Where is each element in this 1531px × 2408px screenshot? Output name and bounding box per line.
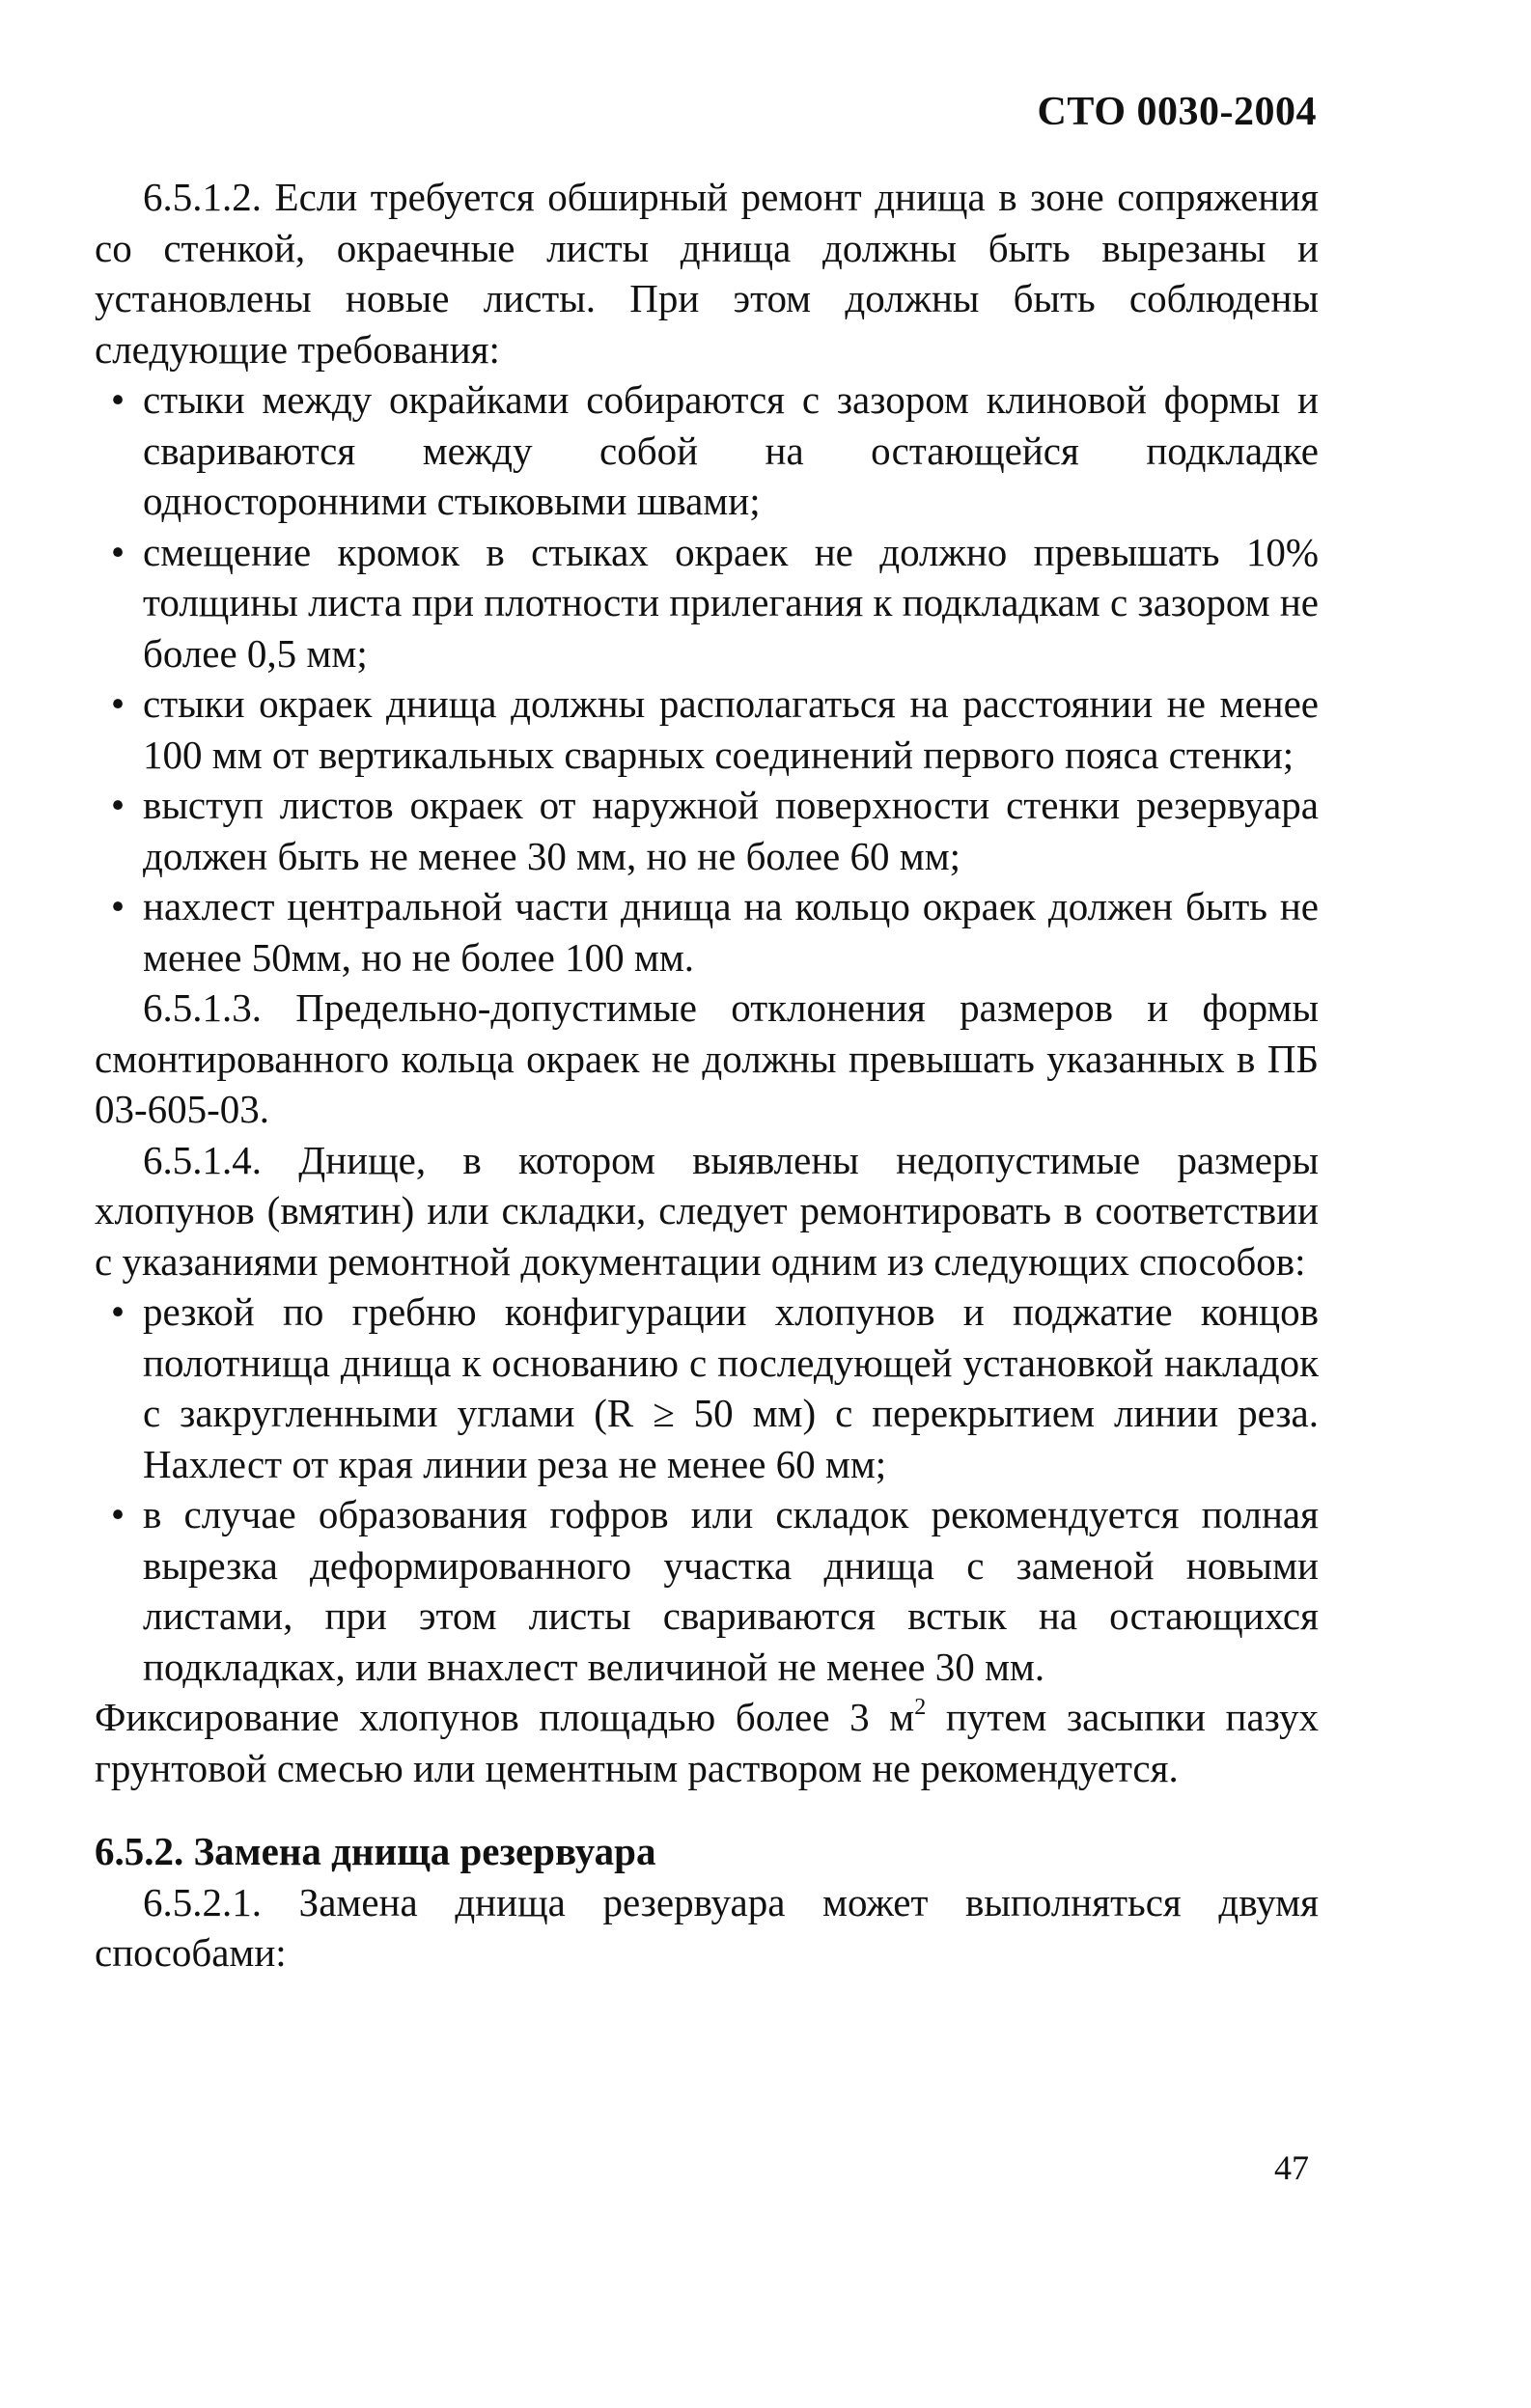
list-item-text: смещение кромок в стыках окраек не должно превышать 10% толщины листа при плотности прилегания к подкладкам с зазором не более 0,5 мм;	[143, 529, 1319, 676]
list-item	[95, 527, 1319, 679]
document-body	[95, 172, 1319, 1979]
list-item	[95, 374, 1319, 527]
paragraph-6-5-1-2: 6.5.1.2. Если требуется обширный ремонт днища в зоне сопряжения со стенкой, окраечные листы днища должны быть вырезаны и установлены новые листы. При этом должны быть соблюдены следующие требования:	[95, 175, 1319, 372]
page-number: 47	[1274, 2148, 1309, 2187]
bullet-icon: •	[110, 377, 125, 422]
requirements-list	[95, 374, 1319, 983]
section-heading: 6.5.2. Замена днища резервуара	[95, 1829, 656, 1873]
list-item	[95, 678, 1319, 780]
fixation-note-text-end: путем засыпки пазух грунтовой смесью или цементным раствором не рекомендуется.	[95, 1695, 1319, 1790]
bullet-icon: •	[110, 884, 125, 928]
fixation-note-text: Фиксирование хлопунов площадью более 3 м	[95, 1695, 915, 1739]
bullet-icon: •	[110, 681, 125, 726]
list-item-text: резкой по гребню конфигурации хлопунов и поджатие концов полотнища днища к основанию с последующей установкой накладок с закругленными углами (R ≥ 50 мм) с перекрытием линии реза. Нахлест от края линии реза не менее 60 мм;	[143, 1289, 1319, 1486]
document-code: СТО 0030-2004	[1037, 90, 1317, 134]
superscript-exponent: 2	[914, 1695, 927, 1720]
list-item	[95, 881, 1319, 983]
bullet-icon: •	[110, 1492, 125, 1536]
bullet-icon: •	[110, 529, 125, 574]
bullet-icon: •	[110, 783, 125, 827]
paragraph-6-5-1-4: 6.5.1.4. Днище, в котором выявлены недопустимые размеры хлопунов (вмятин) или складки, следует ремонтировать в соответствии с указаниями ремонтной документации одним из следующих способов:	[95, 1137, 1319, 1284]
fixation-note	[95, 1692, 1319, 1793]
list-item-text: нахлест центральной части днища на кольцо окраек должен быть не менее 50мм, но не более 100 мм.	[143, 884, 1319, 980]
paragraph-6-5-1-3: 6.5.1.3. Предельно-допустимые отклонения размеров и формы смонтированного кольца окраек не должны превышать указанных в ПБ 03-605-03.	[95, 985, 1319, 1131]
bullet-icon: •	[110, 1289, 125, 1334]
list-item-text: стыки окраек днища должны располагаться на расстоянии не менее 100 мм от вертикальных сварных соединений первого пояса стенки;	[143, 681, 1319, 777]
list-item	[95, 1287, 1319, 1489]
paragraph-6-5-2-1: 6.5.2.1. Замена днища резервуара может выполняться двумя способами:	[95, 1879, 1319, 1975]
list-item	[95, 1489, 1319, 1692]
repair-methods-list	[95, 1287, 1319, 1692]
list-item	[95, 780, 1319, 881]
list-item-text: в случае образования гофров или складок рекомендуется полная вырезка деформированного участка днища с заменой новыми листами, при этом листы свариваются встык на остающихся подкладках, или внахлест величиной не менее 30 мм.	[143, 1492, 1319, 1689]
list-item-text: стыки между окрайками собираются с зазором клиновой формы и свариваются между собой на остающейся подкладке односторонними стыковыми швами;	[143, 377, 1319, 523]
list-item-text: выступ листов окраек от наружной поверхности стенки резервуара должен быть не менее 30 мм, но не более 60 мм;	[143, 783, 1319, 878]
